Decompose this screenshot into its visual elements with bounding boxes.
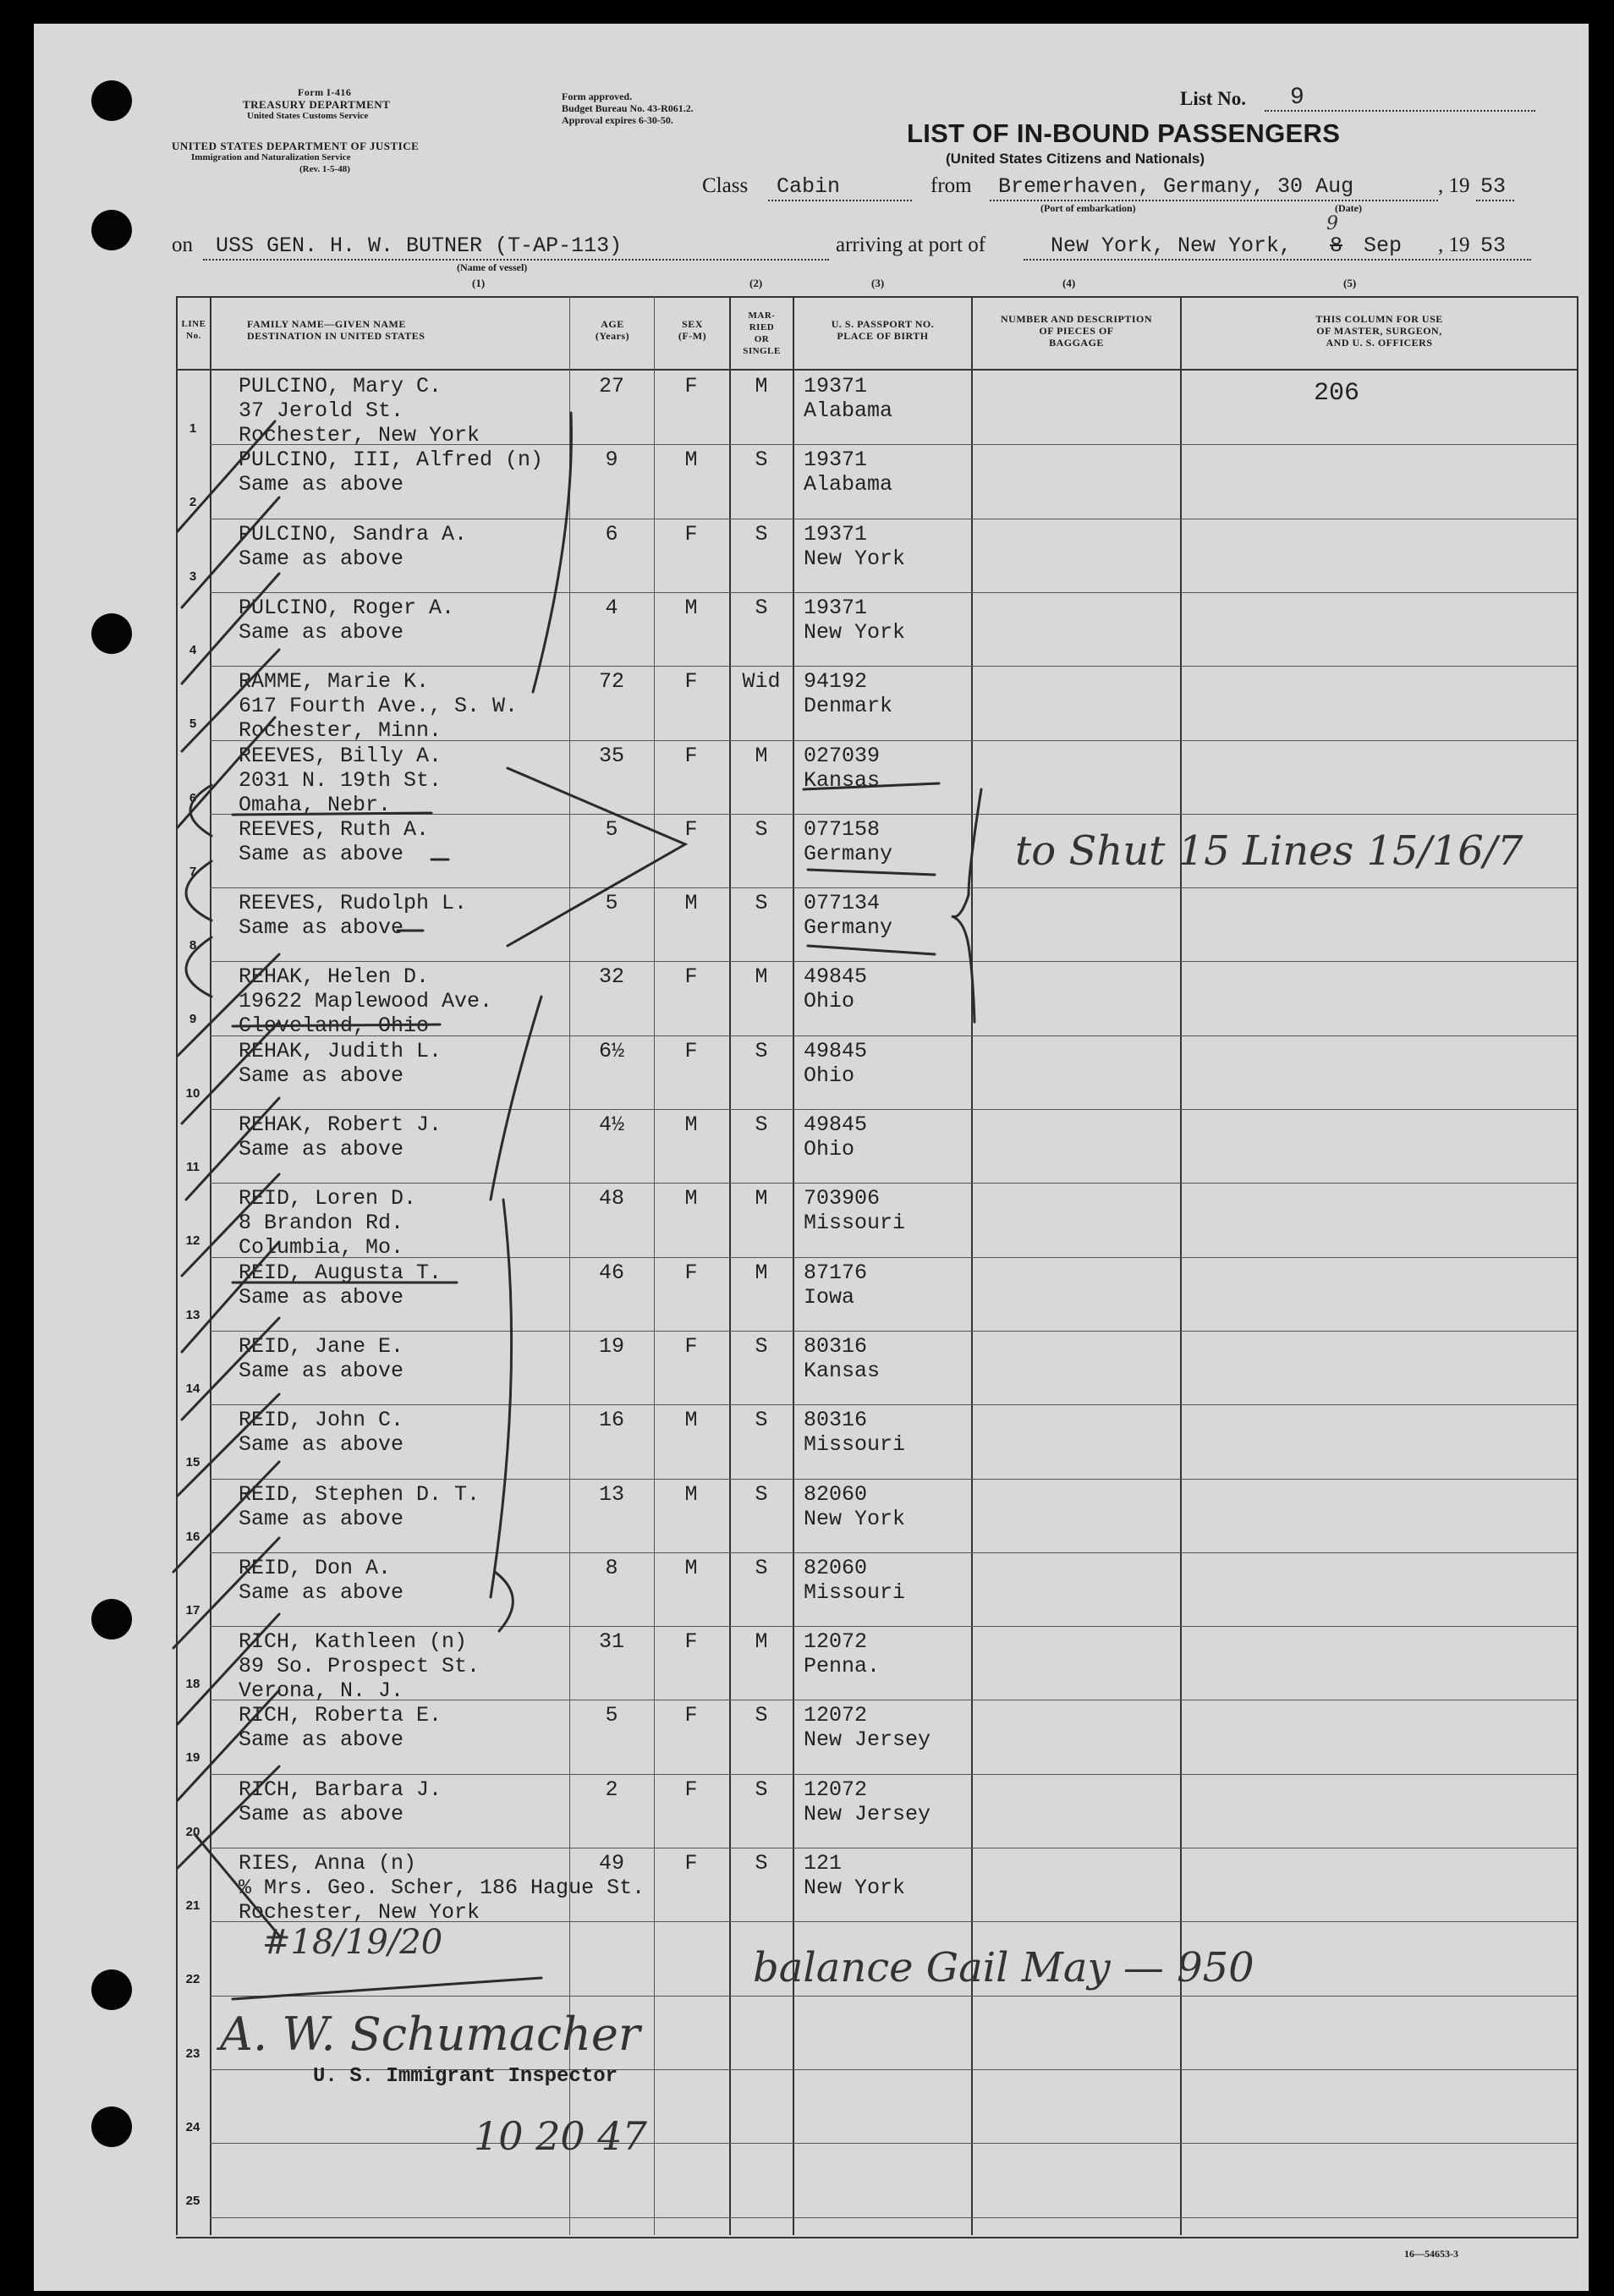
passenger-destination: Same as above xyxy=(239,1727,404,1753)
line-number: 16 xyxy=(185,1529,200,1544)
class-value: Cabin xyxy=(777,174,841,199)
passenger-name: REID, Don A. xyxy=(239,1555,392,1580)
strike-line xyxy=(804,783,939,789)
passenger-destination: Same as above xyxy=(239,1063,404,1088)
passenger-marital-status: S xyxy=(755,1038,768,1063)
passenger-sex: M xyxy=(684,1408,698,1433)
binder-hole xyxy=(91,1599,132,1640)
place-of-birth: Ohio xyxy=(804,1137,855,1162)
place-of-birth: New York xyxy=(804,619,906,645)
passenger-destination: % Mrs. Geo. Scher, 186 Hague St. xyxy=(239,1876,645,1900)
class-label: Class xyxy=(702,174,749,197)
passenger-sex: F xyxy=(684,1260,698,1285)
col-head-married-text: MAR- RIED OR SINGLE xyxy=(743,310,781,356)
line-number: 9 xyxy=(189,1012,197,1027)
passenger-name: REID, Stephen D. T. xyxy=(239,1481,480,1507)
place-of-birth: Denmark xyxy=(804,694,893,719)
passport-number: 49845 xyxy=(804,964,868,990)
passport-number: 19371 xyxy=(804,595,868,620)
passenger-marital-status: M xyxy=(755,1260,768,1285)
vessel-name: USS GEN. H. W. BUTNER (T-AP-113) xyxy=(216,233,623,258)
passenger-destination: Same as above xyxy=(239,546,404,571)
passenger-marital-status: S xyxy=(755,448,768,473)
passenger-age: 2 xyxy=(605,1777,618,1802)
passport-number: 077158 xyxy=(804,816,881,842)
passenger-marital-status: M xyxy=(755,743,768,768)
passenger-age: 16 xyxy=(598,1408,625,1433)
passenger-name: REEVES, Rudolph L. xyxy=(239,891,468,916)
tick-mark xyxy=(195,1834,279,1936)
passport-number: 94192 xyxy=(804,669,868,695)
place-of-birth: Iowa xyxy=(804,1284,855,1310)
passenger-age: 4 xyxy=(605,595,618,620)
bracket-line xyxy=(491,997,541,1200)
passport-number: 12072 xyxy=(804,1629,868,1655)
passenger-destination-2: Cleveland, Ohio xyxy=(239,1013,430,1039)
passenger-destination-2: Rochester, New York xyxy=(239,423,480,448)
passenger-sex: F xyxy=(684,1851,698,1876)
passenger-sex: M xyxy=(684,1112,698,1137)
passenger-age: 31 xyxy=(598,1629,625,1655)
bracket-line xyxy=(533,413,571,692)
col-num-1: (1) xyxy=(472,277,486,289)
passenger-marital-status: S xyxy=(755,1555,768,1580)
passenger-name: REHAK, Helen D. xyxy=(239,964,430,990)
passenger-destination: Same as above xyxy=(239,619,404,645)
year1-value: 53 xyxy=(1480,174,1507,199)
col-num-4: (4) xyxy=(1062,277,1076,289)
passport-number: 87176 xyxy=(804,1260,868,1285)
handwritten-shut-note: to Shut 15 Lines 15/16/7 xyxy=(1015,827,1523,875)
passenger-age: 35 xyxy=(598,743,625,768)
passenger-name: RICH, Roberta E. xyxy=(239,1703,442,1728)
passenger-age: 4½ xyxy=(598,1112,625,1137)
form-number: Form I-416 xyxy=(298,86,352,98)
place-of-birth: Missouri xyxy=(804,1211,906,1236)
line-number: 7 xyxy=(189,864,197,879)
year2-prefix: , 19 xyxy=(1438,233,1470,256)
passenger-name: RICH, Kathleen (n) xyxy=(239,1629,468,1655)
passenger-sex: F xyxy=(684,816,698,842)
passenger-name: REID, Jane E. xyxy=(239,1333,404,1359)
line-number: 19 xyxy=(185,1750,200,1766)
col-head-sex-text: SEX (F-M) xyxy=(678,318,707,342)
passport-number: 82060 xyxy=(804,1481,868,1507)
line-number: 17 xyxy=(185,1602,200,1618)
line-number: 20 xyxy=(185,1824,200,1839)
line-number: 2 xyxy=(189,495,197,510)
col-head-name-text: FAMILY NAME—GIVEN NAME DESTINATION IN UNITED STATES xyxy=(247,318,425,342)
cross-mark xyxy=(508,768,685,946)
passenger-name: REHAK, Judith L. xyxy=(239,1038,442,1063)
passenger-destination: Same as above xyxy=(239,1579,404,1605)
tick-mark xyxy=(178,1766,279,1868)
line-number: 13 xyxy=(185,1307,200,1322)
place-of-birth: Kansas xyxy=(804,767,881,793)
customs-service: United States Customs Service xyxy=(247,111,369,121)
passenger-sex: M xyxy=(684,1186,698,1211)
passenger-age: 46 xyxy=(598,1260,625,1285)
place-of-birth: Kansas xyxy=(804,1358,881,1383)
line-number: 3 xyxy=(189,569,197,584)
passenger-age: 72 xyxy=(598,669,625,695)
passenger-destination: Same as above xyxy=(239,472,404,497)
passenger-destination: Same as above xyxy=(239,841,404,866)
passenger-name: PULCINO, Mary C. xyxy=(239,374,442,398)
line-number: 18 xyxy=(185,1677,200,1692)
passenger-age: 27 xyxy=(598,374,625,398)
page-subtitle: (United States Citizens and Nationals) xyxy=(946,151,1205,167)
passport-number: 19371 xyxy=(804,448,868,473)
passenger-sex: F xyxy=(684,964,698,990)
col-head-passport-text: U. S. PASSPORT NO. PLACE OF BIRTH xyxy=(831,318,935,342)
passenger-age: 6½ xyxy=(598,1038,625,1063)
place-of-birth: Germany xyxy=(804,915,893,941)
col-head-baggage-text: NUMBER AND DESCRIPTION OF PIECES OF BAGGAGE xyxy=(1000,313,1153,349)
arriving-label: arriving at port of xyxy=(836,233,986,256)
passenger-destination: 8 Brandon Rd. xyxy=(239,1211,404,1236)
passport-number: 80316 xyxy=(804,1333,868,1359)
passenger-destination-2: Verona, N. J. xyxy=(239,1678,404,1704)
passenger-sex: F xyxy=(684,1333,698,1359)
tick-mark xyxy=(182,650,279,751)
form-approved: Form approved. xyxy=(562,91,633,102)
page-title: LIST OF IN-BOUND PASSENGERS xyxy=(907,118,1341,148)
passenger-sex: M xyxy=(684,891,698,916)
passenger-name: RIES, Anna (n) xyxy=(239,1851,417,1876)
col-num-2: (2) xyxy=(749,277,763,289)
place-of-birth: Missouri xyxy=(804,1579,906,1605)
vessel-note: (Name of vessel) xyxy=(457,261,528,273)
binder-hole xyxy=(91,613,132,654)
passport-number: 703906 xyxy=(804,1186,881,1211)
bracket-line xyxy=(491,1200,512,1597)
passenger-name: PULCINO, Roger A. xyxy=(239,595,455,620)
passenger-marital-status: S xyxy=(755,1408,768,1433)
binder-hole xyxy=(91,210,132,250)
passenger-sex: F xyxy=(684,1038,698,1063)
passenger-destination: 2031 N. 19th St. xyxy=(239,767,442,793)
passenger-age: 9 xyxy=(605,448,618,473)
passenger-destination: Same as above xyxy=(239,1506,404,1531)
line-number: 15 xyxy=(185,1455,200,1470)
strike-line xyxy=(233,1024,440,1026)
place-of-birth: New Jersey xyxy=(804,1727,931,1753)
circle-mark xyxy=(186,937,211,997)
passenger-destination: Same as above xyxy=(239,1432,404,1458)
passenger-age: 8 xyxy=(605,1555,618,1580)
passenger-marital-status: M xyxy=(755,964,768,990)
passenger-name: REID, Loren D. xyxy=(239,1186,417,1211)
line-number: 8 xyxy=(189,938,197,953)
arrival-month: Sep xyxy=(1364,233,1403,258)
port-note: (Port of embarkation) xyxy=(1040,202,1136,214)
col-head-age-text: AGE (Years) xyxy=(595,318,630,342)
binder-hole xyxy=(91,2106,132,2147)
place-of-birth: Ohio xyxy=(804,989,855,1014)
passenger-name: REEVES, Ruth A. xyxy=(239,816,430,842)
form-revision: (Rev. 1-5-48) xyxy=(299,164,350,174)
passenger-destination: 617 Fourth Ave., S. W. xyxy=(239,694,519,719)
from-label: from xyxy=(931,174,972,197)
passenger-marital-status: M xyxy=(755,374,768,398)
place-of-birth: New York xyxy=(804,1506,906,1531)
budget-bureau: Budget Bureau No. 43-R061.2. xyxy=(562,102,694,114)
place-of-birth: Alabama xyxy=(804,472,893,497)
line-number: 12 xyxy=(185,1233,200,1249)
passenger-marital-status: S xyxy=(755,595,768,620)
passenger-name: PULCINO, III, Alfred (n) xyxy=(239,448,544,473)
passenger-age: 5 xyxy=(605,816,618,842)
passenger-age: 5 xyxy=(605,1703,618,1728)
passenger-destination: Same as above xyxy=(239,1358,404,1383)
strike-line xyxy=(233,813,431,815)
passenger-marital-status: S xyxy=(755,1777,768,1802)
passport-number: 027039 xyxy=(804,743,881,768)
list-no-value: 9 xyxy=(1290,85,1304,111)
tick-mark xyxy=(182,1242,279,1352)
officer-number: 206 xyxy=(1314,379,1360,408)
line-number: 6 xyxy=(189,790,197,805)
line-number: 23 xyxy=(185,2046,200,2061)
passenger-age: 32 xyxy=(598,964,625,990)
inspector-title: U. S. Immigrant Inspector xyxy=(313,2065,618,2088)
passenger-marital-status: S xyxy=(755,891,768,916)
from-value: Bremerhaven, Germany, 30 Aug xyxy=(998,174,1354,199)
strike-line xyxy=(233,1978,541,1999)
passport-number: 49845 xyxy=(804,1112,868,1137)
treasury-dept: TREASURY DEPARTMENT xyxy=(243,98,391,111)
passport-number: 12072 xyxy=(804,1777,868,1802)
passenger-sex: F xyxy=(684,743,698,768)
line-number: 25 xyxy=(185,2194,200,2209)
passenger-sex: F xyxy=(684,521,698,547)
passenger-destination-2: Rochester, Minn. xyxy=(239,718,442,744)
passenger-sex: F xyxy=(684,1629,698,1655)
passenger-destination: 19622 Maplewood Ave. xyxy=(239,989,493,1014)
arrival-day-struck: 8 xyxy=(1330,233,1343,258)
passenger-name: REID, Augusta T. xyxy=(239,1260,442,1285)
passenger-destination: Same as above xyxy=(239,1137,404,1162)
passenger-marital-status: S xyxy=(755,521,768,547)
passenger-marital-status: M xyxy=(755,1186,768,1211)
place-of-birth: Ohio xyxy=(804,1063,855,1088)
passenger-destination-2: Rochester, New York xyxy=(239,1900,480,1925)
line-number: 21 xyxy=(185,1898,200,1913)
passenger-age: 13 xyxy=(598,1481,625,1507)
passenger-name: RAMME, Marie K. xyxy=(239,669,430,695)
passenger-destination: 89 So. Prospect St. xyxy=(239,1654,480,1679)
passenger-sex: F xyxy=(684,1703,698,1728)
year2-value: 53 xyxy=(1480,233,1507,258)
passport-number: 077134 xyxy=(804,891,881,916)
col-head-line: LINE No. xyxy=(181,319,206,341)
passenger-name: RICH, Barbara J. xyxy=(239,1777,442,1802)
col-num-3: (3) xyxy=(871,277,885,289)
line-number: 5 xyxy=(189,717,197,732)
tick-mark xyxy=(186,1098,279,1200)
passenger-sex: M xyxy=(684,1481,698,1507)
passenger-marital-status: S xyxy=(755,1333,768,1359)
passenger-sex: M xyxy=(684,448,698,473)
arrival-day-correction: 9 xyxy=(1326,213,1338,234)
line-number: 24 xyxy=(185,2119,200,2134)
approval-expires: Approval expires 6-30-50. xyxy=(562,114,673,126)
ins-service: Immigration and Naturalization Service xyxy=(191,152,351,162)
handwritten-date: 10 20 47 xyxy=(474,2113,647,2159)
passenger-destination: Same as above xyxy=(239,915,404,941)
place-of-birth: New York xyxy=(804,1876,906,1900)
passenger-destination: Same as above xyxy=(239,1801,404,1826)
passenger-destination-2: Omaha, Nebr. xyxy=(239,792,392,817)
tick-mark xyxy=(182,1318,279,1420)
passenger-destination: Same as above xyxy=(239,1284,404,1310)
bracket-line xyxy=(495,1572,513,1631)
place-of-birth: Penna. xyxy=(804,1654,881,1679)
arrival-port: New York, New York, xyxy=(1051,233,1293,258)
passport-number: 49845 xyxy=(804,1038,868,1063)
handwritten-signature: A. W. Schumacher xyxy=(220,2008,640,2061)
passenger-marital-status: Wid xyxy=(742,669,781,695)
strike-line xyxy=(808,870,935,875)
passenger-age: 6 xyxy=(605,521,618,547)
passport-number: 80316 xyxy=(804,1408,868,1433)
date-note: (Date) xyxy=(1335,202,1362,214)
passenger-age: 48 xyxy=(598,1186,625,1211)
passport-number: 121 xyxy=(804,1851,843,1876)
passport-number: 19371 xyxy=(804,521,868,547)
passenger-name: REHAK, Robert J. xyxy=(239,1112,442,1137)
tick-mark xyxy=(178,717,275,827)
on-label: on xyxy=(172,233,193,256)
document-page xyxy=(34,24,1589,2291)
place-of-birth: New Jersey xyxy=(804,1801,931,1826)
passenger-marital-status: S xyxy=(755,1112,768,1137)
place-of-birth: Missouri xyxy=(804,1432,906,1458)
passenger-name: PULCINO, Sandra A. xyxy=(239,521,468,547)
passenger-sex: M xyxy=(684,1555,698,1580)
passenger-destination: 37 Jerold St. xyxy=(239,398,404,423)
line-number: 14 xyxy=(185,1381,200,1396)
line-number: 4 xyxy=(189,642,197,657)
passenger-marital-status: S xyxy=(755,1481,768,1507)
strike-line xyxy=(808,946,935,954)
passenger-marital-status: S xyxy=(755,1703,768,1728)
brace xyxy=(952,789,981,1022)
handwritten-balance: balance Gail May — 950 xyxy=(753,1944,1254,1991)
list-no-label: List No. xyxy=(1180,88,1246,109)
justice-dept: UNITED STATES DEPARTMENT OF JUSTICE xyxy=(172,140,420,152)
passenger-marital-status: S xyxy=(755,816,768,842)
place-of-birth: Germany xyxy=(804,841,893,866)
passport-number: 19371 xyxy=(804,374,868,398)
tick-mark xyxy=(178,954,279,1056)
passenger-sex: F xyxy=(684,669,698,695)
passenger-age: 5 xyxy=(605,891,618,916)
place-of-birth: Alabama xyxy=(804,398,893,423)
handwritten-number: #18/19/20 xyxy=(262,1923,443,1962)
line-number: 1 xyxy=(189,421,197,436)
binder-hole xyxy=(91,1969,132,2010)
line-number: 10 xyxy=(185,1085,200,1101)
passenger-marital-status: M xyxy=(755,1629,768,1655)
passenger-age: 49 xyxy=(598,1851,625,1876)
col-head-officers-text: THIS COLUMN FOR USE OF MASTER, SURGEON, AND U. S. OFFICERS xyxy=(1315,313,1443,349)
year1-prefix: , 19 xyxy=(1438,174,1470,197)
passenger-name: REID, John C. xyxy=(239,1408,404,1433)
passenger-sex: M xyxy=(684,595,698,620)
pencil-marks xyxy=(34,24,1589,2291)
col-num-5: (5) xyxy=(1343,277,1357,289)
passport-number: 82060 xyxy=(804,1555,868,1580)
tick-mark xyxy=(178,421,275,531)
passenger-age: 19 xyxy=(598,1333,625,1359)
passenger-name: REEVES, Billy A. xyxy=(239,743,442,768)
passenger-sex: F xyxy=(684,374,698,398)
footer-code: 16—54653-3 xyxy=(1404,2248,1458,2260)
passenger-marital-status: S xyxy=(755,1851,768,1876)
line-number: 22 xyxy=(185,1972,200,1987)
passenger-sex: F xyxy=(684,1777,698,1802)
line-number: 11 xyxy=(186,1160,200,1174)
place-of-birth: New York xyxy=(804,546,906,571)
passport-number: 12072 xyxy=(804,1703,868,1728)
passenger-destination-2: Columbia, Mo. xyxy=(239,1235,404,1261)
circle-mark xyxy=(186,861,211,920)
binder-hole xyxy=(91,80,132,121)
